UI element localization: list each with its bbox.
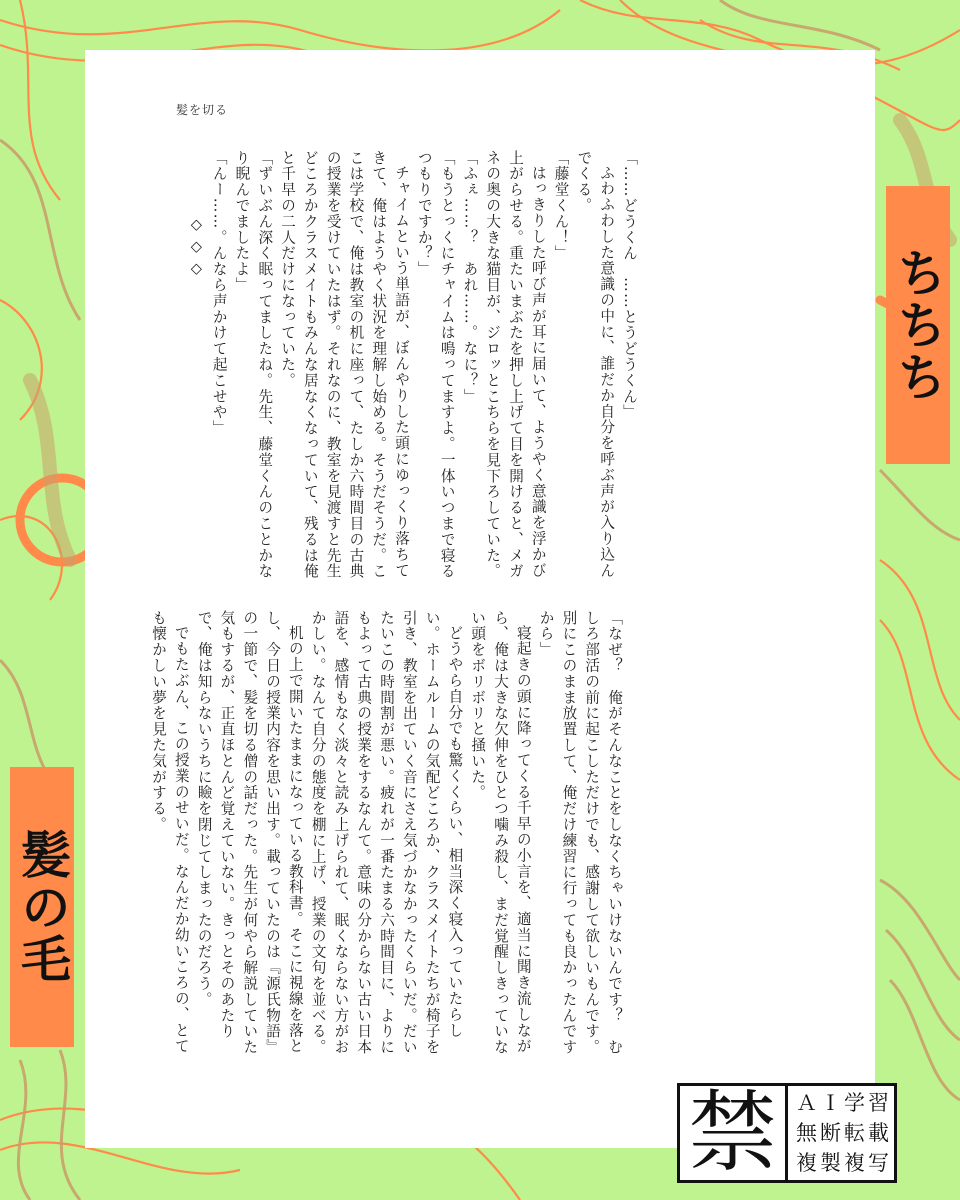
paragraph: 「藤堂くん！」 <box>552 150 570 262</box>
stamp-line: ＡＩ学習 <box>796 1090 892 1115</box>
paragraph: でもたぶん、この授業のせいだ。なんだか幼いころの、とても懐かしい夢を見た気がする。 <box>150 610 190 1054</box>
stamp-line: 無断転載 <box>796 1120 892 1145</box>
paragraph: どうやら自分でも驚くくらい、相当深く寝入っていたらしい。ホームルームの気配どころか、クラスメイトたちが椅子を引き、教室を出ていく音にさえ気づかなかったくらいだ。だいたいこの時間割が悪い。疲れが一番たまる六時間目に、よりにもよって古典の授業をするなんて。意味の分からない古い日本語を、感情もなく淡々と読み上げられて、眠くならない方がおかしい。なんて自分の態度を棚に上げ、授業の文句を並べる。 <box>309 610 464 1056</box>
scene-separator: ◇◇◇ <box>187 215 205 282</box>
text-column-lower <box>150 610 625 1060</box>
no-ai-stamp <box>677 1083 897 1183</box>
paragraph: はっきりした呼び声が耳に届いて、ようやく意識を浮かび上がらせる。重たいまぶたを押し上げて目を開けると、メガネの奥の大きな猫目が、ジロッとこちらを見下ろしていた。 <box>484 150 547 580</box>
text-column-upper <box>170 150 640 580</box>
stamp-line: 複製複写 <box>796 1150 892 1175</box>
paragraph: 「……どうくん ……とうどうくん」 <box>621 150 638 421</box>
stamp-text <box>788 1086 894 1180</box>
running-head: 髪を切る <box>176 103 229 117</box>
paragraph: 「んー……。んなら声かけて起こせや」 <box>210 150 228 437</box>
paragraph: 「ずいぶん深く眠ってましたね。先生、藤堂くんのことかなり睨んでましたよ」 <box>233 150 274 580</box>
paragraph: 寝起きの頭に降ってくる千早の小言を、適当に聞き流しながら、俺は大きな欠伸をひとつ噛み殺し、まだ覚醒しきっていない頭をボリボリと掻いた。 <box>469 610 532 1056</box>
paragraph: 「もうとっくにチャイムは鳴ってますよ。一体いつまで寝るつもりですか？」 <box>415 150 456 580</box>
side-tag-left: 髪の毛 <box>10 767 74 1047</box>
paragraph: チャイムという単語が、ぼんやりした頭にゆっくり落ちてきて、俺はようやく状況を理解し始める。そうだそうだ。ここは学校で、俺は教室の机に座って、たしか六時間目の古典の授業を受けていたはず。それなのに、教室を見渡すと先生どころかクラスメイトもみんな居なくなっていて、残るは俺と千早の二人だけになっていた。 <box>279 150 411 580</box>
paragraph: 机の上で開いたままになっている教科書。そこに視線を落とし、今日の授業内容を思い出す。載っていたのは『源氏物語』の一節で、髪を切る僧の話だった。先生が何やら解説していた気もするが、正直ほとんど覚えていない。きっとそのあたりで、俺は知らないうちに瞼を閉じてしまったのだろう。 <box>195 610 304 1056</box>
paragraph: 「なぜ？ 俺がそんなことをしなくちゃいけないんです？ むしろ部活の前に起こしただけでも、感謝して欲しいもんです。別にこのまま放置して、俺だけ練習に行っても良かったんですから」 <box>537 610 623 1056</box>
side-tag-right: ちちち <box>886 186 950 464</box>
paragraph: ふわふわした意識の中に、誰だか自分を呼ぶ声が入り込んでくる。 <box>575 150 616 578</box>
paragraph: 「ふぇ……？ あれ……。なに？」 <box>461 150 479 405</box>
prohibited-kanji: 禁 <box>680 1086 788 1180</box>
